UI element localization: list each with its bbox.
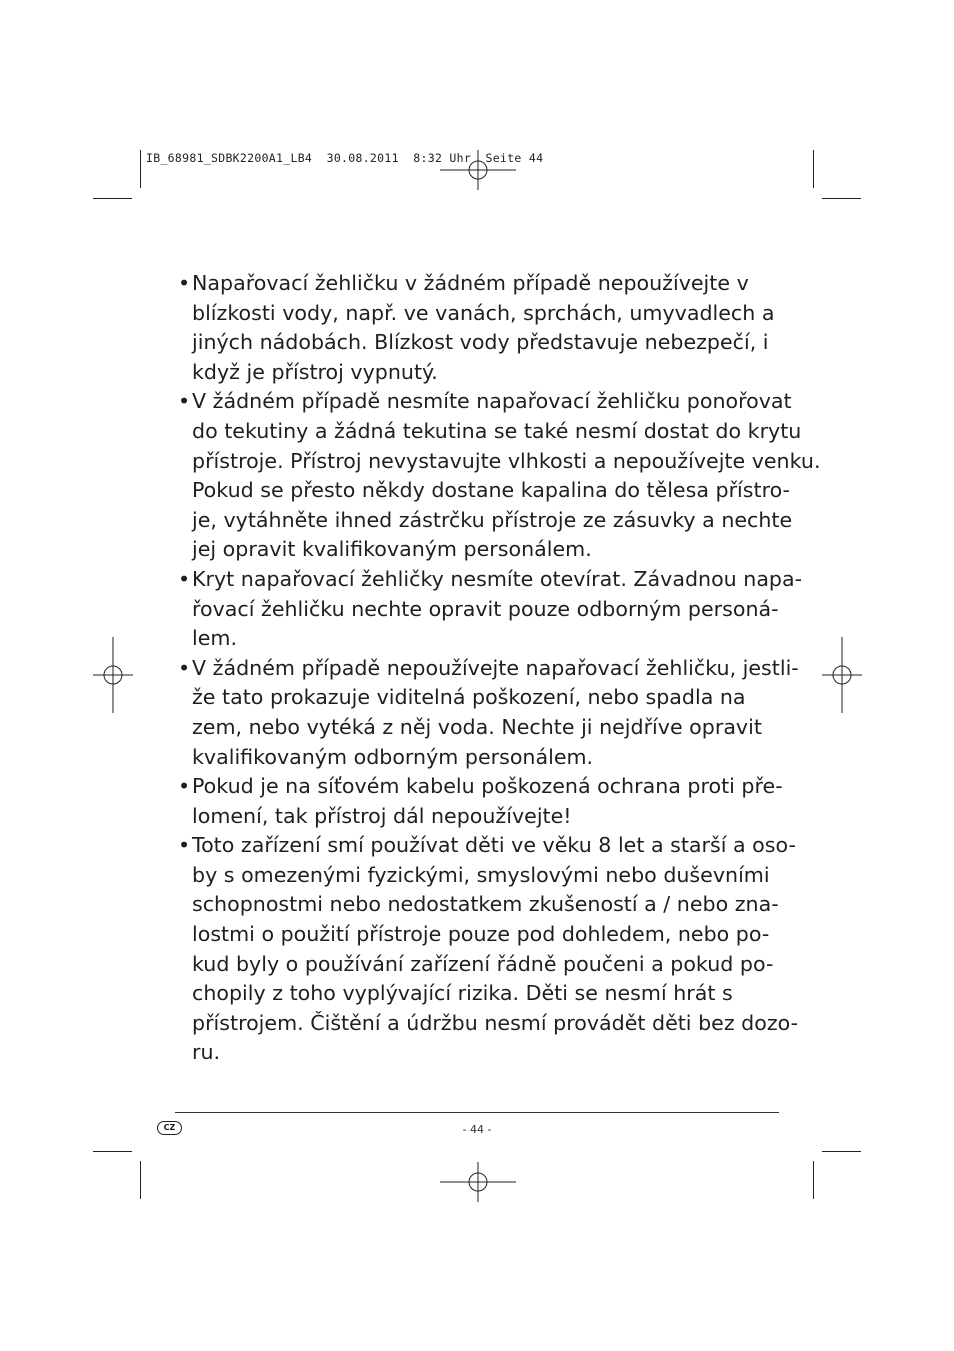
crop-mark-bottom-right-v <box>813 1161 814 1199</box>
print-slug: IB_68981_SDBK2200A1_LB4 30.08.2011 8:32 Uhr Seite 44 <box>146 151 544 165</box>
crop-mark-top-left-v <box>140 150 141 188</box>
registration-mark-left-icon <box>93 637 133 713</box>
footer-rule <box>175 1112 779 1113</box>
text-line: Kryt napařovací žehličky nesmíte otevírat. Závadnou napa- <box>192 566 803 591</box>
bullet-dot: • <box>178 833 191 858</box>
text-line: Pokud je na síťovém kabelu poškozená ochrana proti pře- <box>192 774 783 799</box>
text-line: když je přístroj vypnutý. <box>192 359 438 384</box>
text-line: přístroje. Přístroj nevystavujte vlhkosti a nepoužívejte venku. <box>192 448 821 473</box>
bullet-item <box>174 831 799 1068</box>
text-line: Toto zařízení smí používat děti ve věku 8 let a starší a oso- <box>192 833 796 858</box>
text-line: kud byly o používání zařízení řádně poučeni a pokud po- <box>192 951 774 976</box>
text-line: do tekutiny a žádná tekutina se také nesmí dostat do krytu <box>192 418 802 443</box>
text-line: V žádném případě nepoužívejte napařovací žehličku, jestli- <box>192 655 799 680</box>
text-line: Napařovací žehličku v žádném případě nepoužívejte v <box>192 271 749 295</box>
text-line: schopnostmi nebo nedostatkem zkušeností a / nebo zna- <box>192 892 779 917</box>
crop-mark-bottom-right-h <box>822 1151 861 1152</box>
crop-mark-top-right-v <box>813 150 814 188</box>
safety-instructions <box>174 269 821 1068</box>
bullet-item <box>174 387 821 565</box>
registration-mark-top-icon <box>440 150 516 190</box>
bullet-item <box>174 654 799 772</box>
text-line: jiných nádobách. Blízkost vody představuje nebezpečí, i <box>192 330 769 355</box>
bullet-dot: • <box>178 271 191 295</box>
text-line: blízkosti vody, např. ve vanách, sprchách, umyvadlech a <box>192 300 775 325</box>
text-line: Pokud se přesto někdy dostane kapalina do tělesa přístro- <box>192 478 790 503</box>
registration-mark-bottom-icon <box>440 1162 516 1202</box>
text-line: V žádném případě nesmíte napařovací žehličku ponořovat <box>192 389 792 414</box>
text-line: řovací žehličku nechte opravit pouze odborným personá- <box>192 596 779 621</box>
bullet-item <box>174 772 784 831</box>
bullet-dot: • <box>178 566 191 591</box>
crop-mark-bottom-left-v <box>140 1161 141 1199</box>
text-line: zem, nebo vytéká z něj voda. Nechte ji nejdříve opravit <box>192 714 762 739</box>
crop-mark-bottom-left-h <box>93 1151 132 1152</box>
crop-mark-top-right-h <box>822 198 861 199</box>
crop-mark-top-left-h <box>93 198 132 199</box>
text-line: by s omezenými fyzickými, smyslovými nebo duševními <box>192 862 770 887</box>
registration-mark-right-icon <box>822 637 862 713</box>
text-line: jej opravit kvalifikovaným personálem. <box>192 537 592 562</box>
bullet-item <box>174 269 784 387</box>
text-line: lostmi o použití přístroje pouze pod dohledem, nebo po- <box>192 922 770 947</box>
text-line: lomení, tak přístroj dál nepoužívejte! <box>192 803 572 828</box>
language-badge: CZ <box>157 1121 182 1135</box>
text-line: lem. <box>192 626 237 651</box>
bullet-dot: • <box>178 655 191 680</box>
bullet-dot: • <box>178 774 191 799</box>
text-line: kvalifikovaným odborným personálem. <box>192 744 594 769</box>
bullet-item <box>174 565 803 654</box>
bullet-dot: • <box>178 389 191 414</box>
text-line: přístrojem. Čištění a údržbu nesmí provádět děti bez dozo- <box>192 1010 799 1035</box>
page-number: - 44 - <box>462 1123 492 1136</box>
text-line: ru. <box>192 1040 221 1065</box>
text-line: je, vytáhněte ihned zástrčku přístroje ze zásuvky a nechte <box>192 507 793 532</box>
text-line: že tato prokazuje viditelná poškození, nebo spadla na <box>192 685 746 710</box>
text-line: chopily z toho vyplývající rizika. Děti se nesmí hrát s <box>192 981 733 1006</box>
